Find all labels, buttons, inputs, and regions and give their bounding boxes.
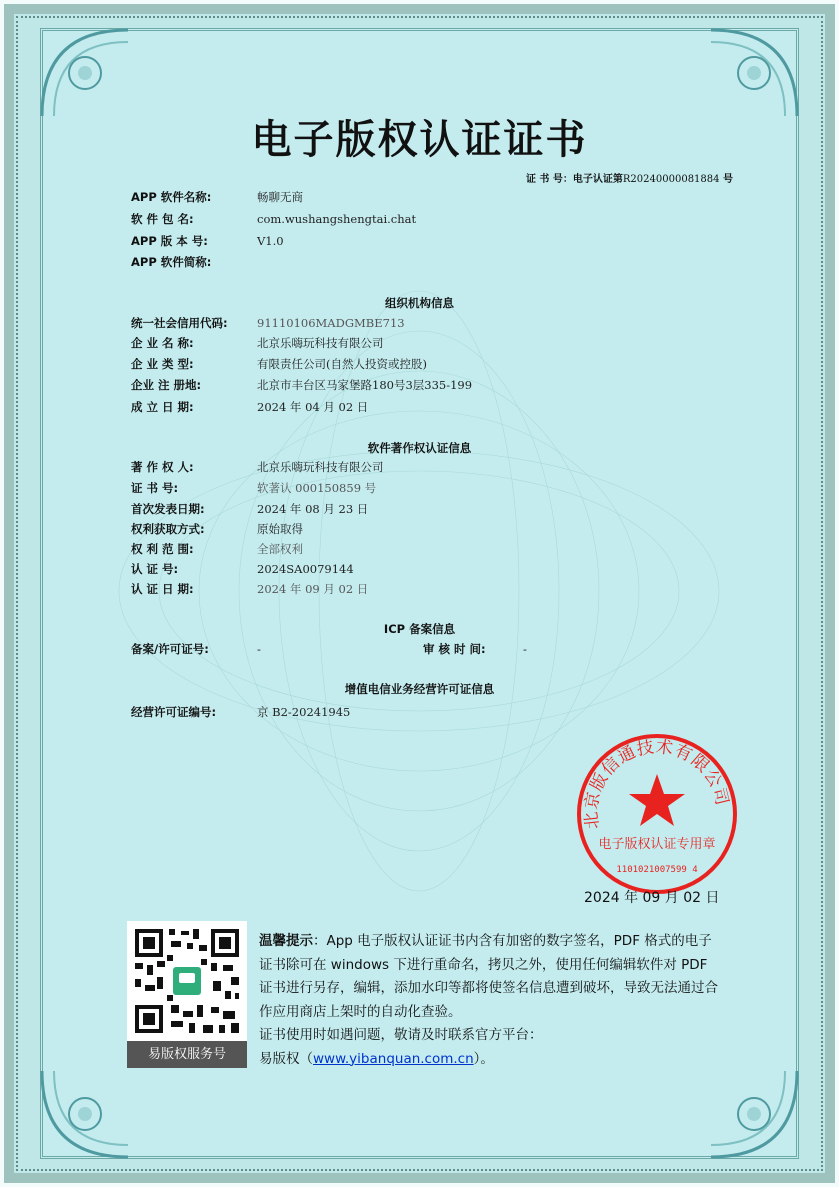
field-label: 统一社会信用代码: (131, 316, 228, 330)
acquisition-row (131, 520, 303, 538)
field-label: 著 作 权 人: (131, 460, 194, 474)
field-value: 北京乐嗨玩科技有限公司 (257, 460, 384, 474)
copyright-owner-row (131, 458, 384, 476)
field-label: 审 核 时 间: (423, 642, 486, 656)
rights-scope-row (131, 540, 303, 558)
field-value: - (257, 642, 261, 656)
icp-review-row (423, 640, 527, 658)
field-value: 全部权利 (257, 542, 303, 556)
field-label: 认 证 日 期: (131, 582, 194, 596)
corner-ornament-top-left (40, 28, 130, 118)
app-name-row (131, 188, 303, 206)
icp-license-row (131, 640, 261, 658)
field-value: 2024 年 08 月 23 日 (257, 502, 369, 516)
corner-ornament-bottom-left (40, 1069, 130, 1159)
field-value: 91110106MADGMBE713 (257, 316, 405, 330)
notice-contact: 证书使用时如遇问题，敬请及时联系官方平台： (259, 1027, 543, 1043)
first-publish-row (131, 500, 368, 518)
field-label: 成 立 日 期: (131, 400, 194, 414)
field-value: 2024 年 04 月 02 日 (257, 400, 369, 414)
field-value: 北京市丰台区马家堡路180号3层335-199 (257, 378, 473, 392)
field-label: 认 证 号: (131, 562, 179, 576)
certificate-number (526, 170, 733, 185)
corner-ornament-top-right (709, 28, 799, 118)
cert-number-label: 证 书 号：电子认证第 (525, 174, 623, 185)
field-value: 京 B2-20241945 (257, 705, 351, 719)
cert-number-suffix: 号 (723, 174, 733, 185)
credit-code-row (131, 314, 405, 332)
official-seal (575, 732, 739, 896)
notice-lead: 温馨提示 (259, 933, 313, 949)
qr-code-icon (127, 921, 247, 1041)
warm-tip-notice (259, 930, 719, 1071)
field-label: 企 业 类 型: (131, 357, 194, 371)
telecom-license-row (131, 703, 350, 721)
field-value: 原始取得 (257, 522, 303, 536)
field-label: APP 版 本 号: (131, 234, 208, 248)
seal-code-text: 1101021007599 4 (616, 865, 698, 875)
field-label: APP 软件简称: (131, 255, 212, 269)
founded-date-row (131, 398, 368, 416)
field-value: 北京乐嗨玩科技有限公司 (257, 336, 384, 350)
certificate-title: 电子版权认证证书 (251, 116, 588, 163)
soft-cert-number-row (131, 479, 376, 497)
seal-dept-text: 电子版权认证专用章 (598, 837, 716, 852)
icp-section-heading: ICP 备案信息 (383, 622, 456, 636)
soft-section-heading: 软件著作权认证信息 (367, 441, 472, 455)
field-label: 备案/许可证号: (131, 642, 209, 656)
cert-number-value: R20240000081884 (622, 174, 720, 185)
field-label: 证 书 号: (131, 481, 179, 495)
version-row (131, 232, 284, 250)
field-value: 2024 年 09 月 02 日 (257, 582, 369, 596)
registered-address-row (131, 376, 472, 394)
auth-number-row (131, 560, 354, 578)
field-label: 企 业 名 称: (131, 336, 194, 350)
field-value: V1.0 (257, 234, 284, 248)
field-label: 权利获取方式: (131, 522, 205, 536)
app-short-name-row (131, 253, 257, 271)
seal-org-text: 北京版信通技术有限公司 (581, 737, 732, 830)
telecom-section-heading: 增值电信业务经营许可证信息 (344, 682, 495, 696)
platform-link[interactable]: www.yibanquan.com.cn (313, 1050, 474, 1067)
company-name-row (131, 334, 384, 352)
field-value: com.wushangshengtai.chat (257, 212, 417, 226)
org-section-heading: 组织机构信息 (385, 296, 454, 310)
notice-tail: ）。 (473, 1050, 494, 1067)
field-value: - (523, 642, 527, 656)
field-value: 2024SA0079144 (257, 562, 354, 576)
company-type-row (131, 355, 427, 373)
field-value: 有限责任公司(自然人投资或控股) (257, 357, 427, 371)
notice-platform: 易版权（ (259, 1050, 313, 1067)
notice-body: ：App 电子版权认证证书内含有加密的数字签名，PDF 格式的电子证书除可在 windows 下进行重命名，拷贝之外，使用任何编辑软件对 PDF 证书进行另存，编辑，添加水印等都将使签名信息遭到破坏，导致无法通过合作应用商店上架时的自动化查验。 (259, 933, 718, 1020)
field-label: 首次发表日期: (131, 502, 205, 516)
field-label: 权 利 范 围: (131, 542, 194, 556)
qr-code-box[interactable] (127, 921, 247, 1068)
field-label: 软 件 包 名: (131, 212, 194, 226)
corner-ornament-bottom-right (709, 1069, 799, 1159)
field-label: 企业 注 册地: (131, 378, 202, 392)
field-value: 畅聊无商 (257, 190, 303, 204)
qr-caption: 易版权服务号 (127, 1041, 247, 1068)
auth-date-row (131, 580, 368, 598)
seal-star-icon (629, 774, 685, 826)
field-label: APP 软件名称: (131, 190, 212, 204)
field-label: 经营许可证编号: (131, 705, 217, 719)
seal-date: 2024 年 09 月 02 日 (584, 890, 720, 906)
field-value: 软著认 000150859 号 (257, 481, 377, 495)
package-name-row (131, 210, 416, 228)
